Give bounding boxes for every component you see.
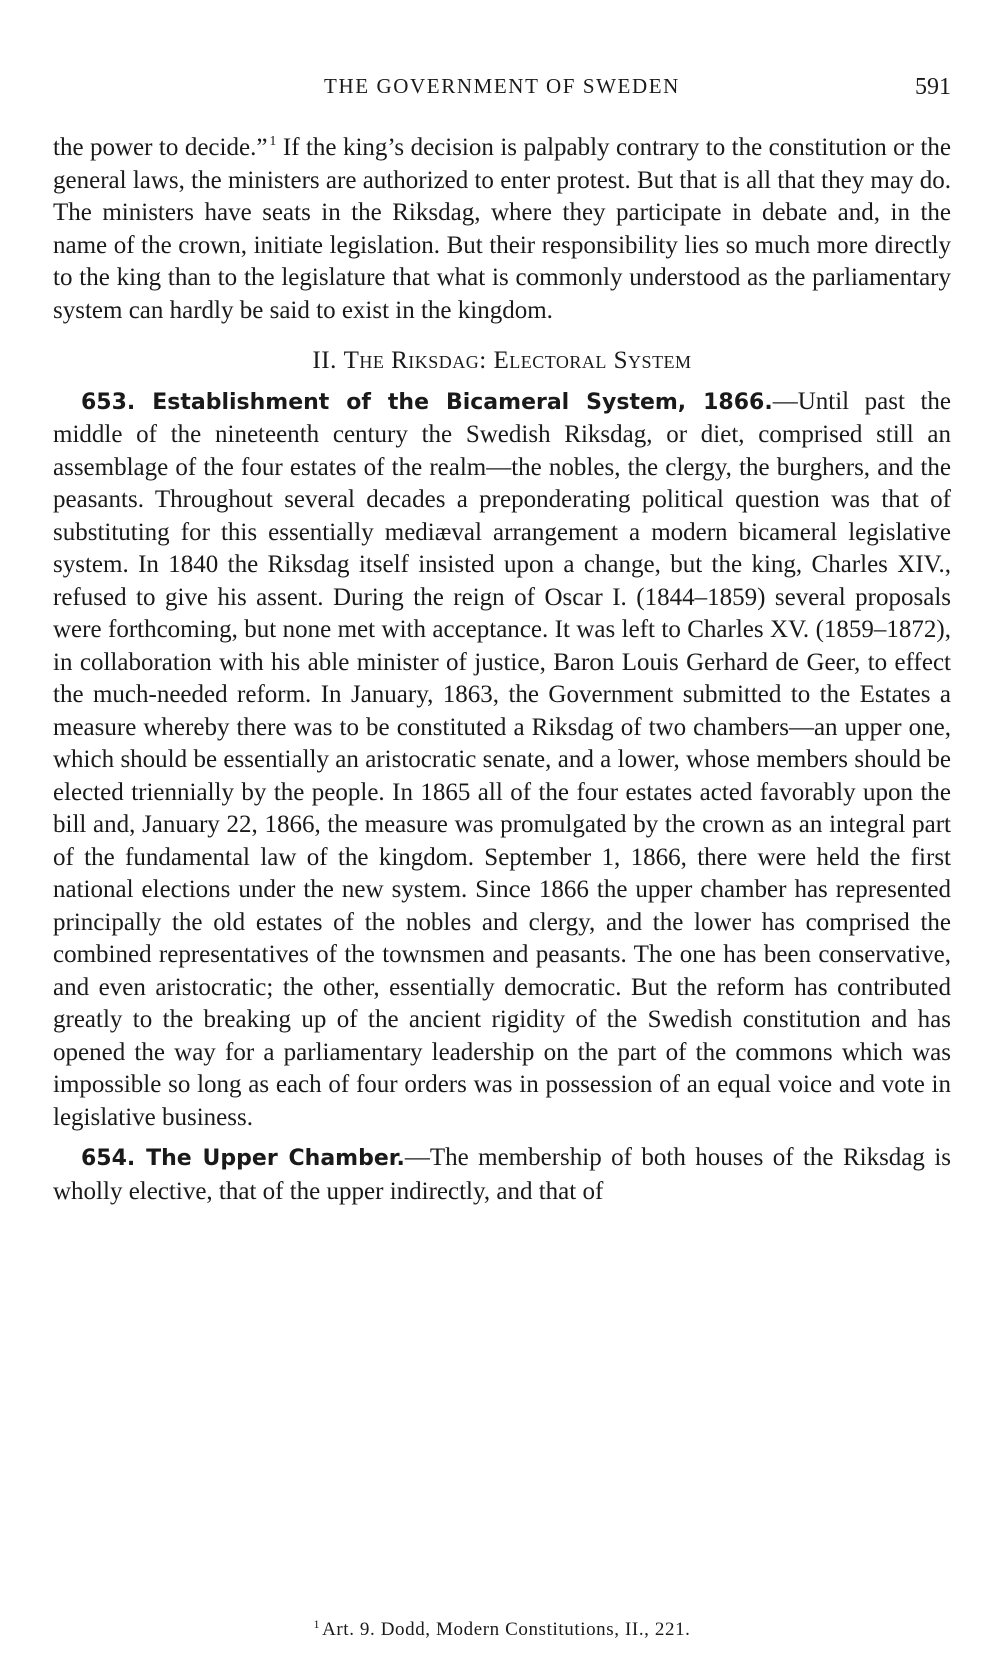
paragraph-text: —The membership of both houses of the Riksdag is wholly elective, that of the upper indirectly, and that of [53, 1144, 952, 1205]
footnote-text: Art. 9. Dodd, Modern Constitutions, II., 221. [322, 1619, 691, 1640]
section-heading-text: The Riksdag: Electoral System [343, 347, 692, 374]
paragraph-text: —Until past the middle of the nineteenth century the Swedish Riksdag, or diet, comprised still an assemblage of the four estates of the realm—the nobles, the clergy, the burghers, and the peasants. Throughout several decades a preponderating political question was that of substituting for this essentially mediæval arrangement a modern bicameral legislative system. In 1840 the Riksdag itself insisted upon a change, but the king, Charles XIV., refused to give his assent. During the reign of Oscar I. (1844–1859) several proposals were forthcoming, but none met with acceptance. It was left to Charles XV. (1859–1872), in collaboration with his able minister of justice, Baron Louis Gerhard de Geer, to effect the much-needed reform. In January, 1863, the Government submitted to the Estates a measure whereby there was to be constituted a Riksdag of two chambers—an upper one, which should be essentially an aristocratic senate, and a lower, whose members should be elected triennially by the people. In 1865 all of the four estates acted favorably upon the bill and, January 22, 1866, the measure was promulgated by the crown as an integral part of the fundamental law of the kingdom. September 1, 1866, there were held the first national elections under the new system. Since 1866 the upper chamber has represented principally the old estates of the nobles and clergy, and the lower has comprised the combined representatives of the townsmen and peasants. The one has been conservative, and even aristocratic; the other, essentially democratic. But the reform has contributed greatly to the breaking up of the ancient rigidity of the Swedish constitution and has opened the way for a parliamentary leadership on the part of the commons which was impossible so long as each of four orders was in possession of an equal voice and vote in legislative business. [53, 387, 951, 1131]
footnote-mark: 1 [313, 1617, 321, 1631]
paragraph-text: If the king’s decision is palpably contrary to the constitution or the general laws, the ministers are authorized to enter protest. But that is all that they may do. The ministers have seats in the Riksdag, where they participate in debate and, in the name of the crown, initiate legislation. But their responsibility lies so much more directly to the king than to the legislature that what is commonly understood as the parliamentary system can hardly be said to exist in the kingdom. [53, 134, 951, 324]
paragraph-654 [53, 1142, 951, 1208]
section-numeral: II. [312, 347, 337, 374]
paragraph-653 [53, 386, 951, 1135]
footnote [53, 1618, 951, 1642]
paragraph-heading: 653. Establishment of the Bicameral System, 1866. [81, 389, 773, 415]
paragraph-text: the power to decide.” [53, 134, 268, 161]
paragraph-heading: 654. The Upper Chamber. [81, 1146, 405, 1171]
footnote-reference[interactable]: 1 [269, 134, 277, 149]
body-text [53, 132, 951, 1208]
continued-paragraph [53, 132, 951, 327]
running-header [53, 74, 951, 114]
page-number: 591 [915, 74, 951, 100]
section-heading [53, 345, 951, 378]
running-title: THE GOVERNMENT OF SWEDEN [324, 74, 680, 98]
